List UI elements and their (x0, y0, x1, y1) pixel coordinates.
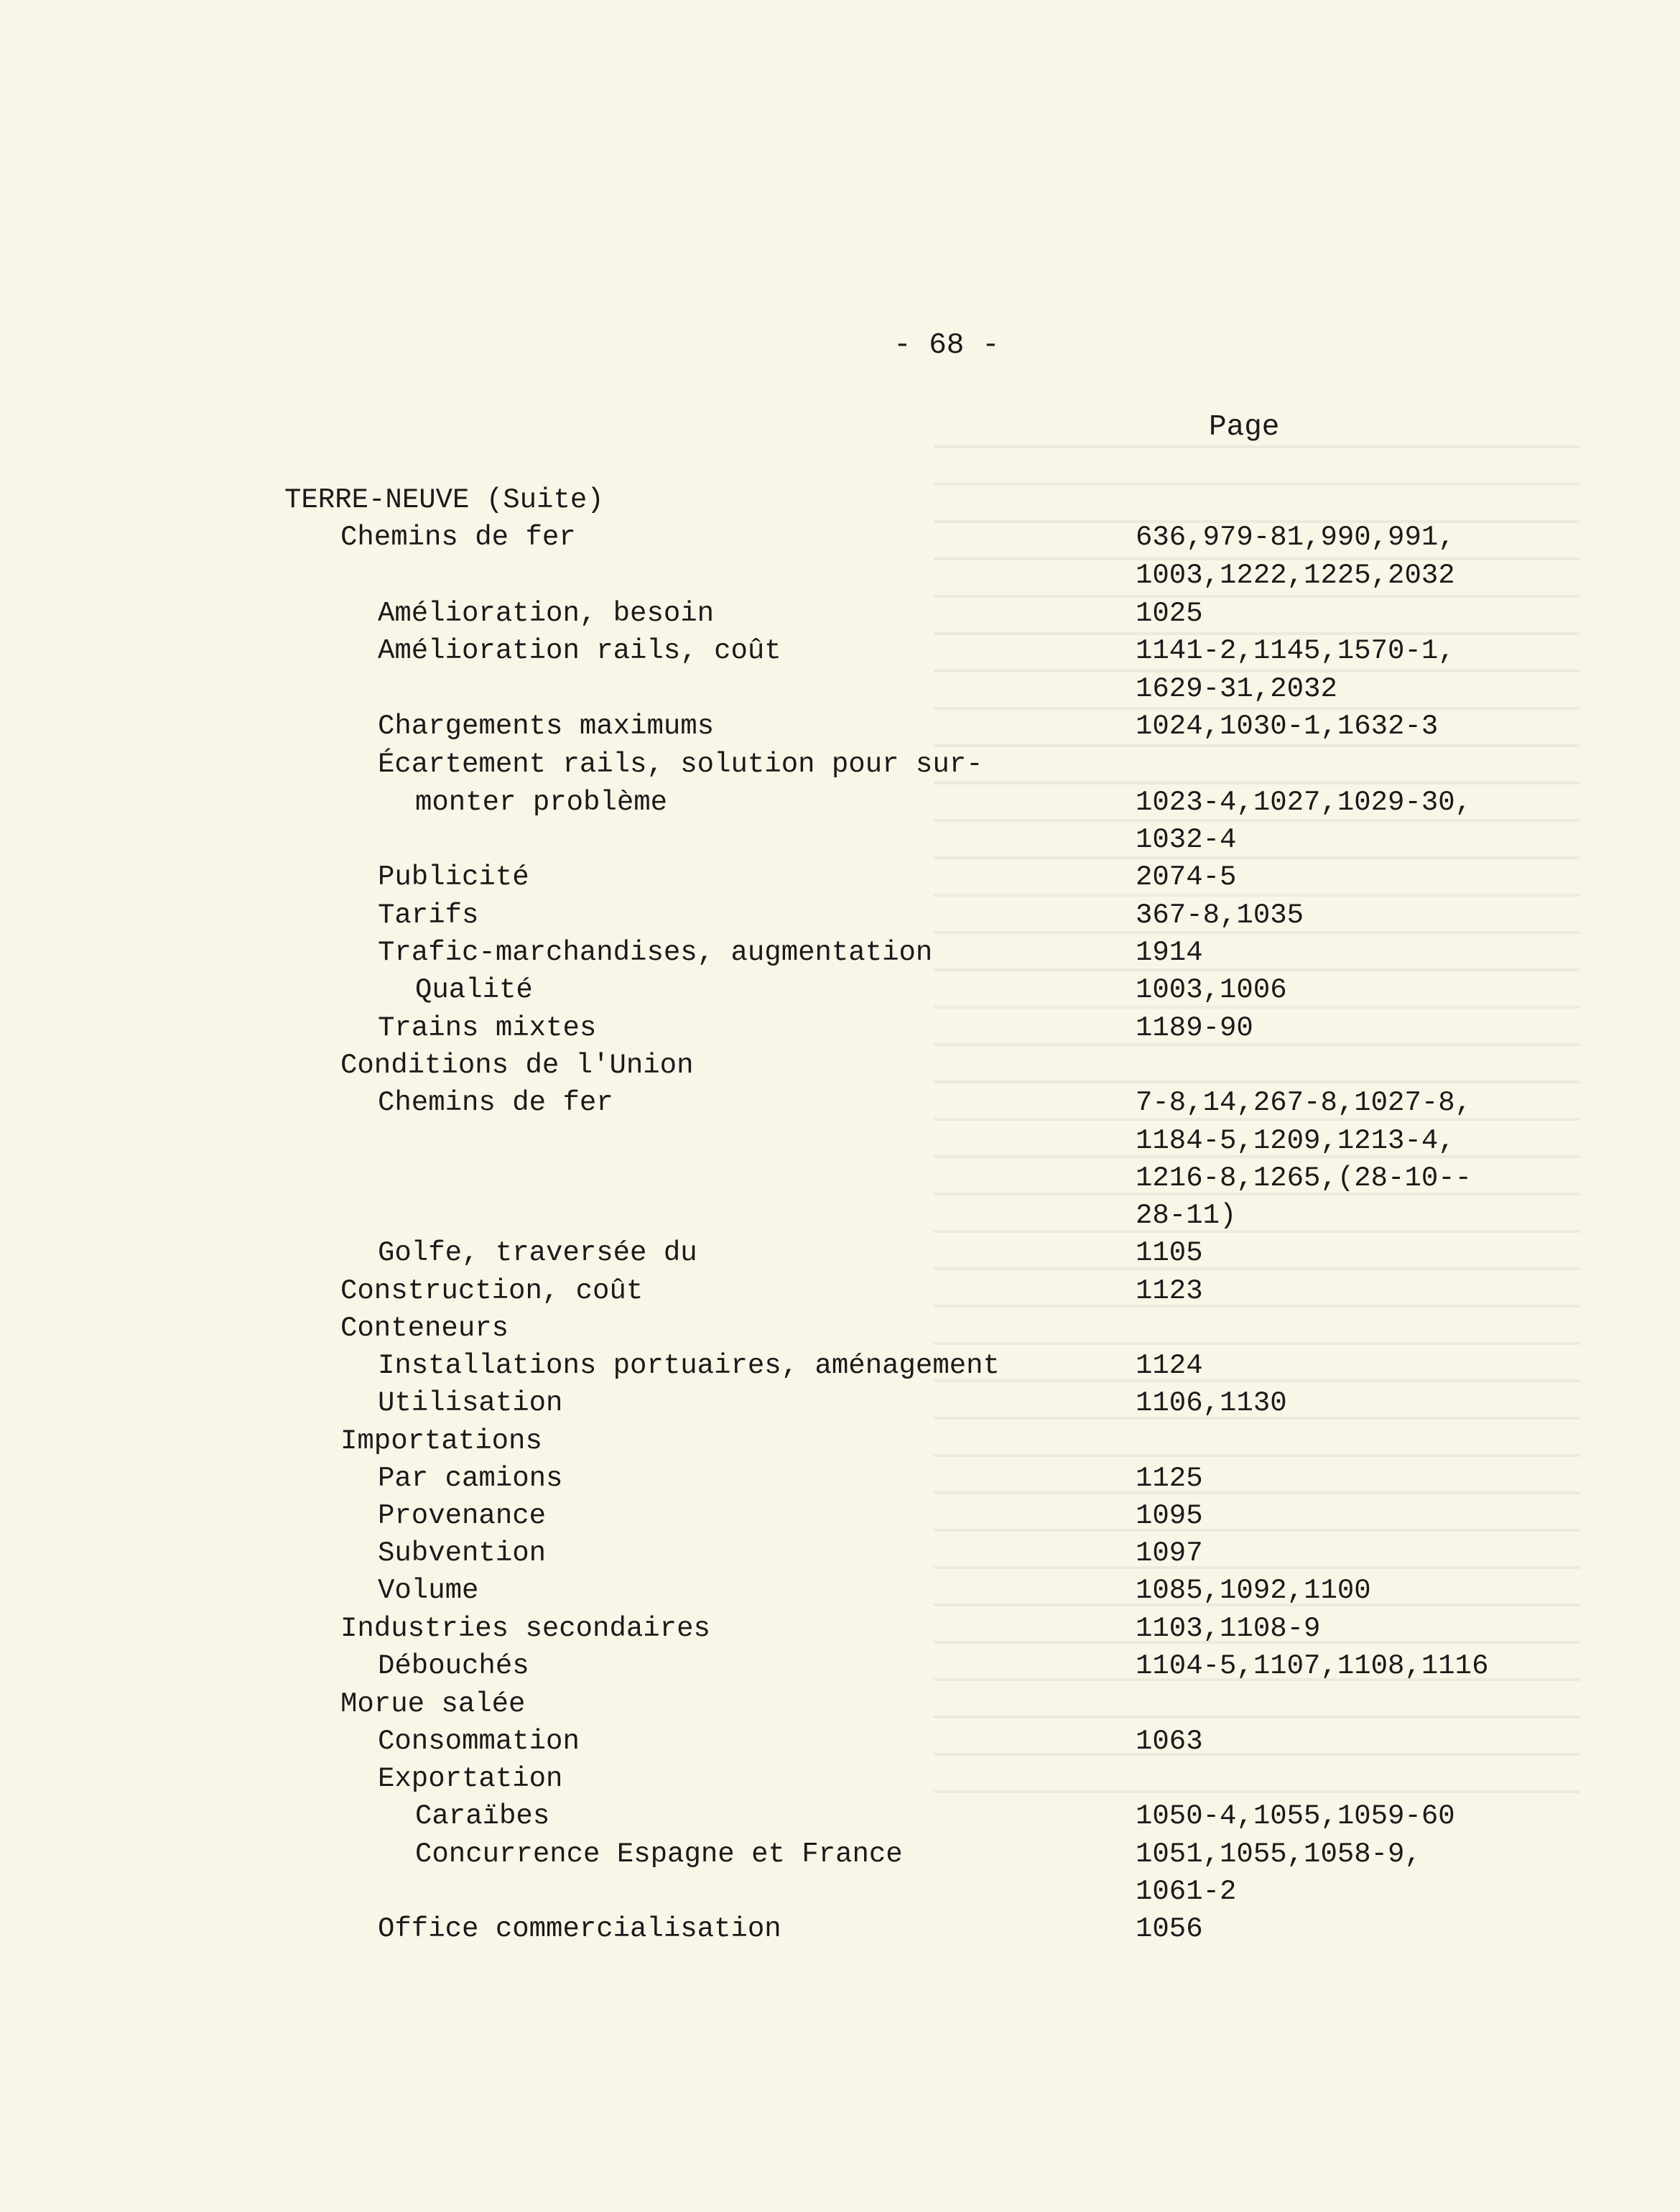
page-column-header: Page (1209, 411, 1280, 444)
entry-pages: 1104-5,1107,1108,1116 (1136, 1650, 1489, 1682)
entry-label: Chemins de fer (340, 522, 576, 553)
index-entry (0, 557, 1680, 596)
entry-pages: 1025 (1136, 598, 1203, 629)
index-entry (0, 1572, 1680, 1611)
entry-label: Volume (378, 1575, 479, 1606)
index-entry (0, 1272, 1680, 1311)
entry-label: Amélioration rails, coût (378, 635, 781, 667)
entry-pages: 1003,1222,1225,2032 (1136, 560, 1455, 591)
entry-pages: 1629-31,2032 (1136, 673, 1337, 705)
entry-pages: 1003,1006 (1136, 974, 1287, 1006)
entry-label: TERRE-NEUVE (Suite) (284, 484, 604, 516)
entry-pages: 636,979-81,990,991, (1136, 522, 1455, 553)
entry-label: Golfe, traversée du (378, 1237, 697, 1269)
index-entry (0, 897, 1680, 935)
index-entry (0, 1647, 1680, 1686)
index-entry (0, 971, 1680, 1010)
index-entry (0, 1610, 1680, 1649)
index-entry (0, 1084, 1680, 1123)
entry-label: Conteneurs (340, 1313, 509, 1344)
index-entry (0, 1347, 1680, 1386)
index-entry (0, 1797, 1680, 1836)
entry-pages: 1095 (1136, 1500, 1203, 1532)
index-entry (0, 1384, 1680, 1423)
entry-label: Industries secondaires (340, 1613, 710, 1644)
entry-label: Publicité (378, 861, 529, 893)
index-entry (0, 1685, 1680, 1724)
index-entry (0, 1122, 1680, 1161)
entry-label: Installations portuaires, aménagement (378, 1350, 1000, 1382)
entry-pages: 1189-90 (1136, 1012, 1253, 1044)
index-entry (0, 1873, 1680, 1912)
entry-label: Office commercialisation (378, 1913, 781, 1945)
entry-pages: 1063 (1136, 1726, 1203, 1757)
index-entry (0, 784, 1680, 823)
index-entry (0, 859, 1680, 897)
index-entry (0, 746, 1680, 785)
index-entry (0, 821, 1680, 860)
entry-label: Morue salée (340, 1688, 526, 1720)
entry-pages: 1032-4 (1136, 824, 1237, 856)
index-entry (0, 481, 1680, 520)
index-entry (0, 670, 1680, 709)
entry-label: Trains mixtes (378, 1012, 597, 1044)
entry-label: Exportation (378, 1763, 563, 1795)
page-number: - 68 - (894, 329, 1000, 362)
entry-pages: 1061-2 (1136, 1876, 1237, 1907)
index-entry (0, 519, 1680, 557)
entry-label: Chargements maximums (378, 711, 715, 742)
entry-label: Subvention (378, 1537, 547, 1569)
entry-pages: 7-8,14,267-8,1027-8, (1136, 1087, 1472, 1119)
entry-pages: 1106,1130 (1136, 1387, 1287, 1419)
entry-label: Consommation (378, 1726, 580, 1757)
index-entry (0, 1197, 1680, 1236)
index-entry (0, 1047, 1680, 1086)
entry-pages: 2074-5 (1136, 861, 1237, 893)
index-entry (0, 1723, 1680, 1762)
entry-label: Construction, coût (340, 1275, 644, 1307)
entry-label: Importations (340, 1425, 542, 1457)
entry-label: Chemins de fer (378, 1087, 613, 1119)
index-entry (0, 1009, 1680, 1048)
entry-label: Qualité (415, 974, 533, 1006)
entry-pages: 1103,1108-9 (1136, 1613, 1321, 1644)
index-entry (0, 1310, 1680, 1348)
entry-pages: 1914 (1136, 937, 1203, 968)
index-entry (0, 1760, 1680, 1799)
index-entry (0, 1836, 1680, 1874)
entry-pages: 1097 (1136, 1537, 1203, 1569)
entry-pages: 1024,1030-1,1632-3 (1136, 711, 1439, 742)
entry-pages: 1056 (1136, 1913, 1203, 1945)
entry-pages: 1123 (1136, 1275, 1203, 1307)
entry-pages: 28-11) (1136, 1200, 1237, 1231)
entry-pages: 1085,1092,1100 (1136, 1575, 1371, 1606)
entry-label: Caraïbes (415, 1800, 550, 1832)
entry-pages: 1124 (1136, 1350, 1203, 1382)
entry-pages: 1184-5,1209,1213-4, (1136, 1125, 1455, 1157)
entry-pages: 1216-8,1265,(28-10-- (1136, 1162, 1472, 1194)
entry-label: Tarifs (378, 899, 479, 931)
entry-label: Utilisation (378, 1387, 563, 1419)
entry-label: Amélioration, besoin (378, 598, 715, 629)
entry-pages: 367-8,1035 (1136, 899, 1304, 931)
entry-label: Conditions de l'Union (340, 1050, 694, 1081)
index-entry (0, 1234, 1680, 1273)
entry-label: Concurrence Espagne et France (415, 1838, 903, 1870)
index-entry (0, 934, 1680, 973)
entry-label: Trafic-marchandises, augmentation (378, 937, 933, 968)
index-entry (0, 1497, 1680, 1536)
index-entry (0, 1160, 1680, 1198)
index-entry (0, 1910, 1680, 1949)
index-entry (0, 1535, 1680, 1573)
entry-pages: 1023-4,1027,1029-30, (1136, 787, 1472, 818)
entry-pages: 1105 (1136, 1237, 1203, 1269)
entry-pages: 1141-2,1145,1570-1, (1136, 635, 1455, 667)
index-entry (0, 708, 1680, 746)
entry-label: Provenance (378, 1500, 547, 1532)
entry-label: Débouchés (378, 1650, 529, 1682)
index-entry (0, 1422, 1680, 1461)
index-entry (0, 632, 1680, 671)
entry-label: Écartement rails, solution pour sur- (378, 749, 983, 780)
index-entry (0, 1460, 1680, 1499)
entry-pages: 1125 (1136, 1463, 1203, 1494)
entry-pages: 1051,1055,1058-9, (1136, 1838, 1421, 1870)
entry-label: monter problème (415, 787, 668, 818)
entry-pages: 1050-4,1055,1059-60 (1136, 1800, 1455, 1832)
entry-label: Par camions (378, 1463, 563, 1494)
index-entry (0, 595, 1680, 634)
